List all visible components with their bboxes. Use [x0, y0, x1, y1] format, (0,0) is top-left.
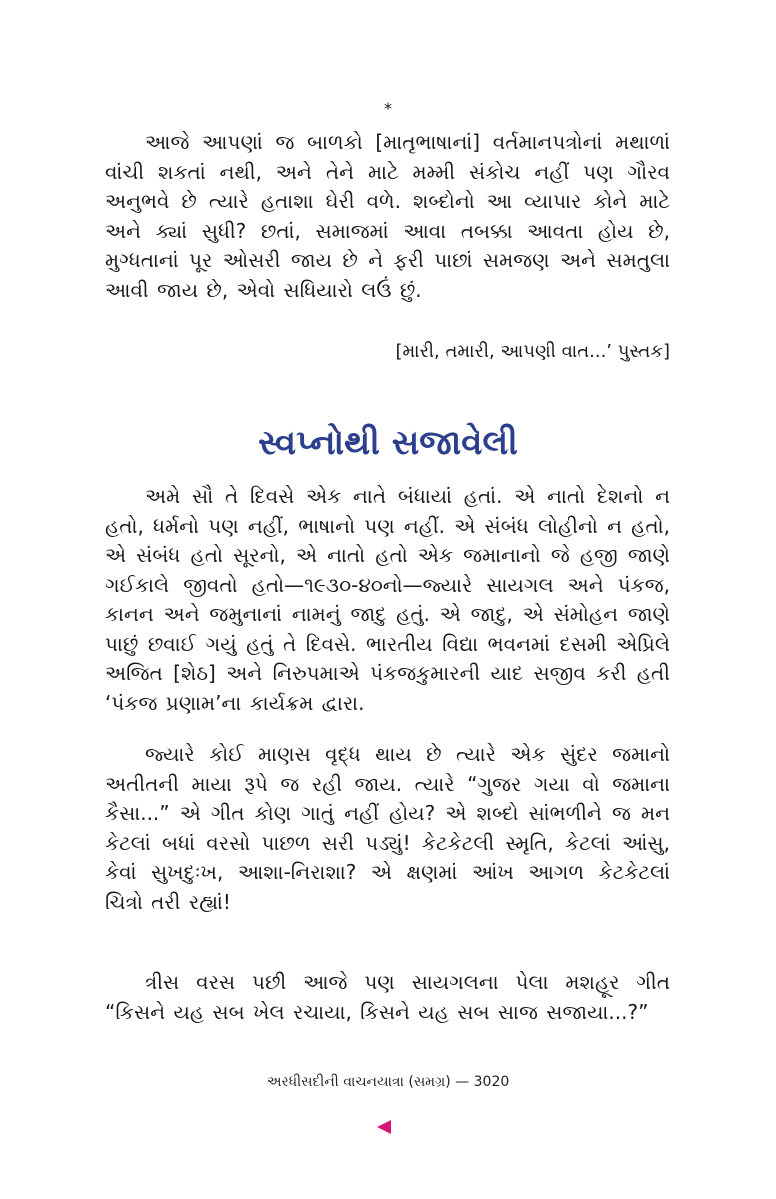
page-footer: અરધીસદીની વાચનયાત્રા (સમગ્ર) — 3020 — [266, 1074, 510, 1090]
article-paragraph-2-block — [105, 740, 670, 917]
article-paragraph-3-block — [105, 968, 670, 1027]
previous-page-arrow-icon[interactable] — [377, 1120, 391, 1134]
article-paragraph-1-block — [105, 482, 670, 718]
article-paragraph: ત્રીસ વરસ પછી આજે પણ સાયગલના પેલા મશહૂર ગીત “કિસને યહ સબ ખેલ રચાયા, કિસને યહ સબ સાજ સજાયા...?” — [105, 970, 670, 1024]
source-citation: [મારી, તમારી, આપણી વાત...’ પુસ્તક] — [395, 341, 670, 362]
article-title: સ્વપ્નોથી સજાવેલી — [258, 423, 518, 463]
article-paragraph: જ્યારે કોઈ માણસ વૃદ્ધ થાય છે ત્યારે એક સુંદર જમાનો અતીતની માયા રૂપે જ રહી જાય. ત્યારે “ગુજર ગયા વો જમાના કૈસા...” એ ગીત કોણ ગાતું નહીં હોય? એ શબ્દો સાંભળીને જ મન કેટલાં બધાં વરસો પાછળ સરી પડ્યું! કેટકેટલી સ્મૃતિ, કેટલાં આંસુ, કેવાં સુખદુઃખ, આશા-નિરાશા? એ ક્ષણમાં આંખ આગળ કેટકેટલાં ચિત્રો તરી રહ્યાં! — [105, 742, 670, 914]
intro-section — [105, 128, 670, 305]
article-paragraph: અમે સૌ તે દિવસે એક નાતે બંધાયાં હતાં. એ નાતો દેશનો ન હતો, ધર્મનો પણ નહીં, ભાષાનો પણ નહીં. એ સંબંધ લોહીનો ન હતો, એ સંબંધ હતો સૂરનો, એ નાતો હતો એક જમાનાનો જે હજી જાણે ગઈકાલે જીવતો હતો—૧૯૩૦-૪૦નો—જ્યારે સાયગલ અને પંકજ, કાનન અને જમુનાનાં નામનું જાદુ હતું. એ જાદુ, એ સંમોહન જાણે પાછું છવાઈ ગયું હતું તે દિવસે. ભારતીય વિદ્યા ભવનમાં દસમી એપ્રિલે અજિત [શેઠ] અને નિરુપમાએ પંકજકુમારની યાદ સજીવ કરી હતી ‘પંકજ પ્રણામ’ના કાર્યક્રમ દ્વારા. — [105, 484, 670, 715]
intro-paragraph: આજે આપણાં જ બાળકો [માતૃભાષાનાં] વર્તમાનપત્રોનાં મથાળાં વાંચી શકતાં નથી, અને તેને માટે મમ્મી સંકોચ નહીં પણ ગૌરવ અનુભવે છે ત્યારે હતાશા ઘેરી વળે. શબ્દોનો આ વ્યાપાર કોને માટે અને ક્યાં સુધી? છતાં, સમાજમાં આવા તબક્કા આવતા હોય છે, મુગ્ધતાનાં પૂર ઓસરી જાય છે ને ફરી પાછાં સમજણ અને સમતુલા આવી જાય છે, એવો સધિયારો લઉં છું. — [105, 130, 670, 302]
section-separator: * — [384, 99, 392, 118]
